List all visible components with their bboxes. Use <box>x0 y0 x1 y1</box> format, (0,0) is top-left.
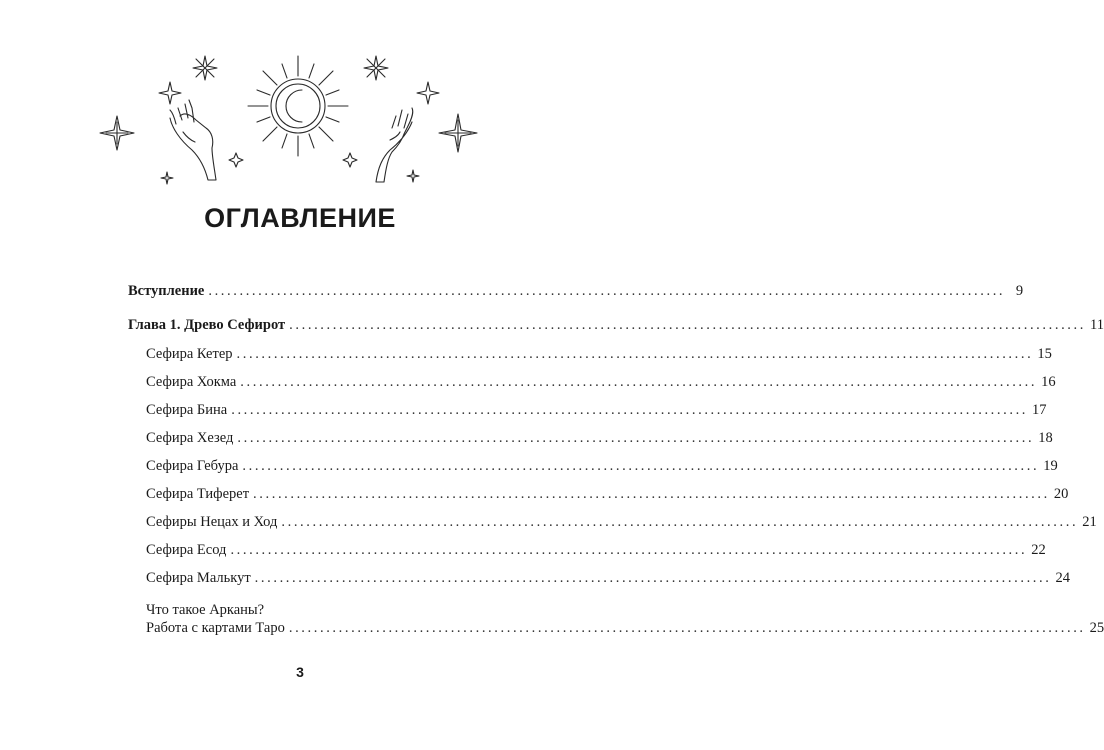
toc-entry-page: 21 <box>1082 514 1097 530</box>
toc-entry <box>146 569 1070 587</box>
toc-entry-title: Сефира Бина <box>146 402 228 418</box>
toc-entry-title: Вступление <box>128 283 205 299</box>
toc-entry-page: 17 <box>1032 402 1047 418</box>
toc-entry-title: Сефира Хезед <box>146 430 234 446</box>
dot-leader: ................................................................................................................................ <box>253 486 1050 502</box>
toc-entry-title: Сефиры Нецах и Ход <box>146 514 278 530</box>
toc-entry-title: Сефира Кетер <box>146 346 233 362</box>
toc-entry-page: 24 <box>1055 570 1070 586</box>
toc-entry-page: 18 <box>1038 430 1053 446</box>
toc-entry-page: 16 <box>1041 374 1056 390</box>
dot-leader: ................................................................................................................................ <box>237 430 1035 446</box>
toc-entry-page: 9 <box>1015 283 1024 299</box>
toc-entry <box>128 282 1024 300</box>
dot-leader: ................................................................................................................................ <box>230 542 1028 558</box>
toc-entry-title: Работа с картами Таро <box>146 620 285 636</box>
dot-leader: ................................................................................................................................ <box>254 570 1052 586</box>
toc-entry <box>146 619 1104 637</box>
dot-leader: ................................................................................................................................ <box>231 402 1029 418</box>
toc-entry <box>146 485 1069 503</box>
toc-entry <box>146 373 1056 391</box>
toc-entry <box>146 513 1097 531</box>
dot-leader: ................................................................................................................................ <box>281 514 1079 530</box>
toc-entry <box>146 401 1047 419</box>
page-title: ОГЛАВЛЕНИЕ <box>204 203 396 233</box>
page-number: 3 <box>296 664 304 680</box>
dot-leader: ................................................................................................................................ <box>288 620 1086 636</box>
toc-entry-page: 19 <box>1043 458 1058 474</box>
dot-leader: ................................................................................................................................ <box>236 346 1034 362</box>
toc-entry-page: 20 <box>1053 486 1069 502</box>
toc-entry-title: Глава 1. Древо Сефирот <box>128 317 286 333</box>
dot-leader: ................................................................................................................................ <box>242 458 1040 474</box>
dot-leader: ................................................................................................................................ <box>289 317 1086 333</box>
toc-entry <box>146 457 1058 475</box>
toc-entry-title: Сефира Есод <box>146 542 227 558</box>
toc-entry-page: 25 <box>1089 620 1104 636</box>
toc-entry-page: 22 <box>1031 542 1046 558</box>
dot-leader: ................................................................................................................................ <box>240 374 1038 390</box>
toc-entry <box>128 316 1104 334</box>
toc-entry <box>146 345 1052 363</box>
toc-entry-page: 15 <box>1037 346 1052 362</box>
toc-entry <box>146 541 1046 559</box>
toc-entry-page: 11 <box>1090 317 1104 333</box>
dot-leader: ................................................................................................................................ <box>208 283 1006 299</box>
toc-entry-title: Сефира Гебура <box>146 458 239 474</box>
toc-entry-title-line1: Что такое Арканы? <box>146 602 265 618</box>
toc-entry-title: Сефира Тиферет <box>146 486 250 502</box>
toc-entry-title: Сефира Хокма <box>146 374 237 390</box>
toc-entry-title: Сефира Малькут <box>146 570 251 586</box>
toc-entry <box>146 429 1053 447</box>
